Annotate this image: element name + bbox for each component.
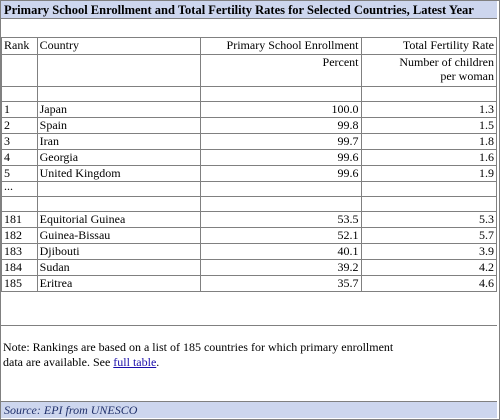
country-cell: Georgia bbox=[37, 150, 200, 166]
fertility-cell: 1.3 bbox=[361, 102, 496, 118]
source-footer: Source: EPI from UNESCO bbox=[1, 402, 497, 418]
enrollment-cell: 99.6 bbox=[200, 166, 361, 182]
units-row bbox=[2, 55, 497, 87]
full-table-link[interactable]: full table bbox=[113, 355, 157, 369]
units-cell-rank bbox=[2, 55, 38, 87]
country-cell: Sudan bbox=[37, 260, 200, 276]
fertility-cell: 1.5 bbox=[361, 118, 496, 134]
fertility-cell: 5.3 bbox=[361, 212, 496, 228]
fertility-cell: 1.6 bbox=[361, 150, 496, 166]
units-fertility bbox=[361, 55, 496, 87]
column-header-enrollment: Primary School Enrollment bbox=[200, 38, 361, 55]
table-row bbox=[2, 276, 497, 292]
enrollment-cell: 52.1 bbox=[200, 228, 361, 244]
units-enrollment: Percent bbox=[200, 55, 361, 87]
country-cell: United Kingdom bbox=[37, 166, 200, 182]
table-row bbox=[2, 260, 497, 276]
enrollment-cell: 99.8 bbox=[200, 118, 361, 134]
enrollment-cell: 100.0 bbox=[200, 102, 361, 118]
enrollment-cell: 39.2 bbox=[200, 260, 361, 276]
rank-cell: 184 bbox=[2, 260, 38, 276]
country-cell: Equitorial Guinea bbox=[37, 212, 200, 228]
rank-cell: 183 bbox=[2, 244, 38, 260]
rank-cell: 185 bbox=[2, 276, 38, 292]
fertility-cell: 1.9 bbox=[361, 166, 496, 182]
spacer-row bbox=[2, 87, 497, 102]
units-cell-country bbox=[37, 55, 200, 87]
table-row bbox=[2, 166, 497, 182]
country-cell: Spain bbox=[37, 118, 200, 134]
fertility-cell: 1.8 bbox=[361, 134, 496, 150]
rank-cell: 1 bbox=[2, 102, 38, 118]
fertility-cell: 5.7 bbox=[361, 228, 496, 244]
table-row bbox=[2, 102, 497, 118]
country-cell: Djibouti bbox=[37, 244, 200, 260]
table-row bbox=[2, 150, 497, 166]
rank-cell: 3 bbox=[2, 134, 38, 150]
fertility-cell: 4.6 bbox=[361, 276, 496, 292]
note-line2-suffix: . bbox=[156, 355, 160, 369]
note-line2-prefix: data are available. See bbox=[3, 355, 114, 369]
enrollment-cell: 40.1 bbox=[200, 244, 361, 260]
fertility-cell: 3.9 bbox=[361, 244, 496, 260]
table-title: Primary School Enrollment and Total Fertility Rates for Selected Countries, Latest Year bbox=[1, 1, 497, 19]
ellipsis-cell: ... bbox=[2, 182, 38, 197]
enrollment-table bbox=[1, 37, 497, 292]
country-cell: Japan bbox=[37, 102, 200, 118]
rank-cell: 182 bbox=[2, 228, 38, 244]
fertility-cell: 4.2 bbox=[361, 260, 496, 276]
rank-cell: 4 bbox=[2, 150, 38, 166]
table-note bbox=[1, 325, 497, 402]
enrollment-cell: 53.5 bbox=[200, 212, 361, 228]
spacer-row bbox=[2, 197, 497, 212]
table-row bbox=[2, 212, 497, 228]
table-row bbox=[2, 118, 497, 134]
enrollment-cell: 99.7 bbox=[200, 134, 361, 150]
country-cell: Guinea-Bissau bbox=[37, 228, 200, 244]
header-row bbox=[2, 38, 497, 55]
enrollment-cell: 35.7 bbox=[200, 276, 361, 292]
country-cell: Eritrea bbox=[37, 276, 200, 292]
column-header-country: Country bbox=[37, 38, 200, 55]
table-row bbox=[2, 244, 497, 260]
note-line1: Note: Rankings are based on a list of 185 countries for which primary enrollment bbox=[3, 340, 394, 354]
enrollment-cell: 99.6 bbox=[200, 150, 361, 166]
title-spacer bbox=[1, 20, 497, 38]
table-row bbox=[2, 134, 497, 150]
units-fertility-line2: per woman bbox=[440, 69, 494, 83]
rank-cell: 181 bbox=[2, 212, 38, 228]
column-header-rank: Rank bbox=[2, 38, 38, 55]
units-fertility-line1: Number of children bbox=[399, 55, 494, 69]
column-header-fertility: Total Fertility Rate bbox=[361, 38, 496, 55]
rank-cell: 2 bbox=[2, 118, 38, 134]
country-cell: Iran bbox=[37, 134, 200, 150]
ellipsis-row bbox=[2, 182, 497, 197]
table-row bbox=[2, 228, 497, 244]
rank-cell: 5 bbox=[2, 166, 38, 182]
